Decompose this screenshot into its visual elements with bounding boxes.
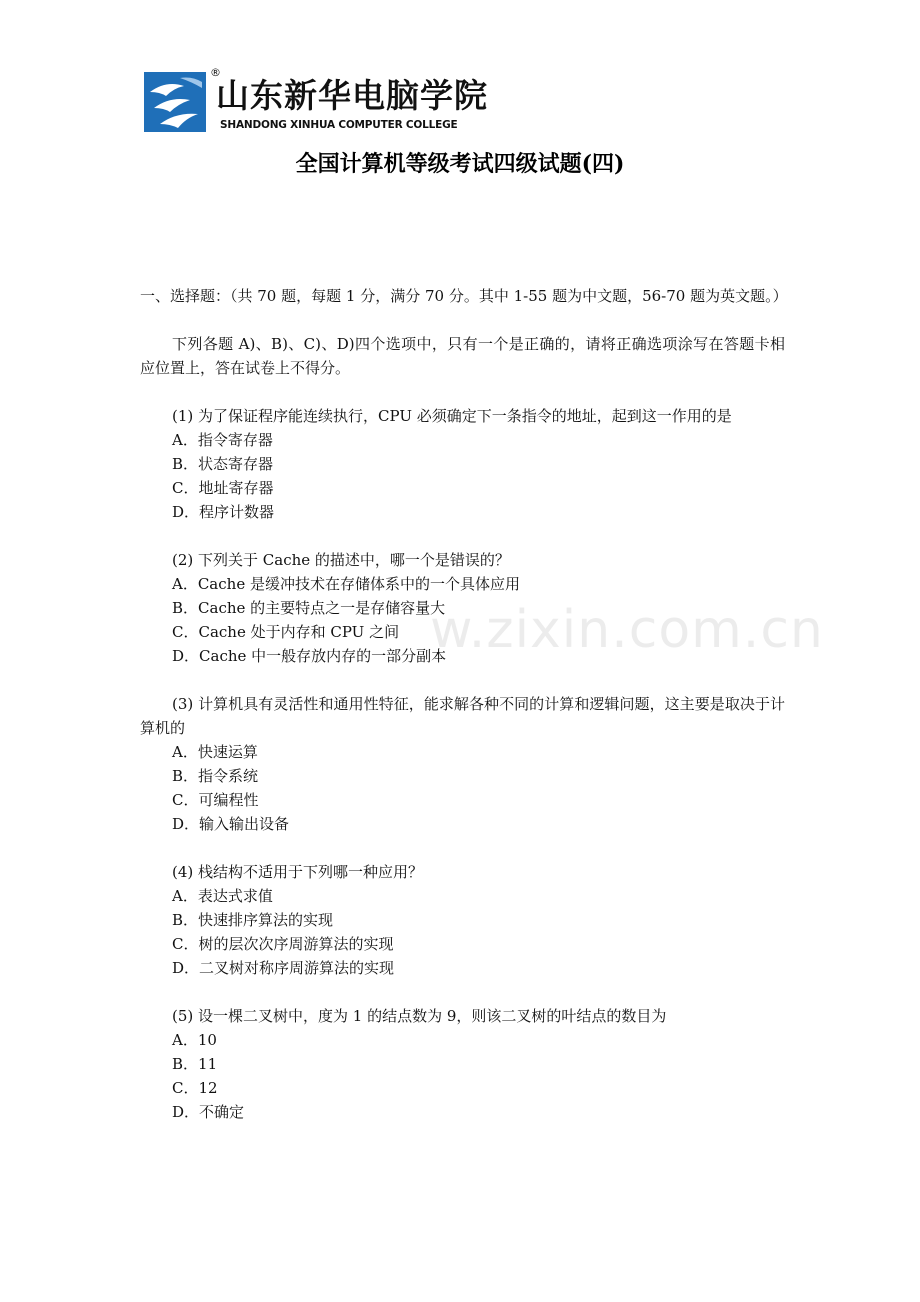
option-c: C．12 <box>172 1079 218 1097</box>
option-c: C．可编程性 <box>172 791 259 809</box>
question-stem: (5) 设一棵二叉树中，度为 1 的结点数为 9，则该二叉树的叶结点的数目为 <box>172 1007 667 1025</box>
logo-chinese-name: 山东新华电脑学院 <box>216 76 488 115</box>
watermark: w.zixin.com.cn <box>430 600 824 660</box>
option-a: A．10 <box>172 1031 217 1049</box>
question-3 <box>140 692 785 836</box>
option-a: A．表达式求值 <box>172 887 273 905</box>
instructions: 下列各题 A)、B)、C)、D)四个选项中，只有一个是正确的，请将正确选项涂写在答题卡相应位置上，答在试卷上不得分。 <box>140 335 785 377</box>
option-b: B．11 <box>172 1055 218 1073</box>
question-4 <box>140 860 785 980</box>
college-logo <box>140 68 500 136</box>
option-c: C．树的层次次序周游算法的实现 <box>172 935 394 953</box>
option-b: B．快速排序算法的实现 <box>172 911 334 929</box>
option-d: D．不确定 <box>172 1103 245 1121</box>
question-stem: (4) 栈结构不适用于下列哪一种应用？ <box>172 863 424 881</box>
option-c: C．Cache 处于内存和 CPU 之间 <box>172 623 400 641</box>
option-c: C．地址寄存器 <box>172 479 274 497</box>
option-b: B．Cache 的主要特点之一是存储容量大 <box>172 599 446 617</box>
document-title: 全国计算机等级考试四级试题(四) <box>295 151 625 177</box>
question-stem: (3) 计算机具有灵活性和通用性特征，能求解各种不同的计算和逻辑问题，这主要是取决于计算机的 <box>140 695 785 737</box>
registered-mark: ® <box>210 66 221 79</box>
option-d: D．Cache 中一般存放内存的一部分副本 <box>172 647 447 665</box>
question-1 <box>140 404 785 524</box>
exam-content <box>140 284 788 1148</box>
option-a: A．快速运算 <box>172 743 258 761</box>
section-intro: 一、选择题：（共 70 题，每题 1 分，满分 70 分。其中 1-55 题为中文题，56-70 题为英文题。） <box>140 287 788 305</box>
question-5 <box>140 1004 785 1124</box>
option-a: A．指令寄存器 <box>172 431 273 449</box>
option-d: D．二叉树对称序周游算法的实现 <box>172 959 395 977</box>
option-d: D．输入输出设备 <box>172 815 290 833</box>
question-stem: (2) 下列关于 Cache 的描述中，哪一个是错误的？ <box>172 551 510 569</box>
logo-english-name: SHANDONG XINHUA COMPUTER COLLEGE <box>220 119 458 131</box>
option-a: A．Cache 是缓冲技术在存储体系中的一个具体应用 <box>172 575 520 593</box>
option-b: B．指令系统 <box>172 767 259 785</box>
option-d: D．程序计数器 <box>172 503 275 521</box>
college-logo-mark-icon <box>144 72 206 132</box>
question-stem: (1) 为了保证程序能连续执行，CPU 必须确定下一条指令的地址，起到这一作用的是 <box>172 407 732 425</box>
option-b: B．状态寄存器 <box>172 455 274 473</box>
question-2 <box>140 548 785 668</box>
